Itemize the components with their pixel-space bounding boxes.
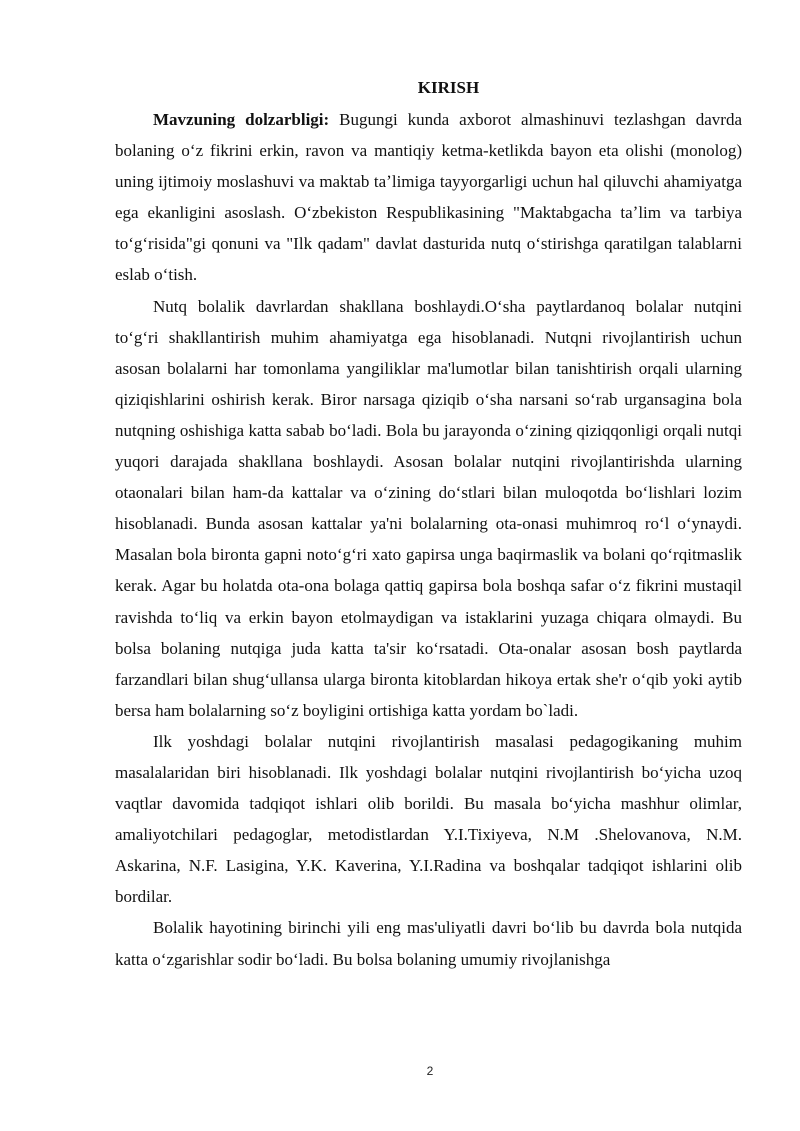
- page-number: 2: [426, 1064, 434, 1078]
- paragraph-relevance: [115, 104, 742, 291]
- paragraph-early-age: [115, 726, 742, 913]
- paragraph-text: Bugungi kunda axborot almashinuvi tezlashgan davrda bolaning oʻz fikrini erkin, ravon va mantiqiy ketma-ketlikda bayon eta olishi (monolog) uning ijtimoiy moslashuvi va maktab taʼlimiga tayyorgarligi uchun hal qiluvchi ahamiyatga ega ekanligini asoslash. Oʻzbekiston Respublikasining "Maktabgacha taʼlim va tarbiya toʻgʻrisida"gi qonuni va "Ilk qadam" davlat dasturida nutq oʻstirishga qaratilgan talablarni eslab oʻtish.: [115, 110, 742, 285]
- paragraph-lead: Mavzuning dolzarbligi:: [153, 110, 330, 129]
- paragraph-speech-formation: [115, 291, 742, 726]
- paragraph-text: Bolalik hayotining birinchi yili eng mas'uliyatli davri boʻlib bu davrda bola nutqida katta oʻzgarishlar sodir boʻladi. Bu bolsa bolaning umumiy rivojlanishga: [115, 918, 742, 969]
- paragraph-text: Nutq bolalik davrlardan shakllana boshlaydi.Oʻsha paytlardanoq bolalar nutqini toʻgʻri shakllantirish muhim ahamiyatga ega hisoblanadi. Nutqni rivojlantirish uchun asosan bolalarni har tomonlama yangiliklar ma'lumotlar bilan tanishtirish orqali ularning qiziqishlarini oshirish kerak. Biror narsaga qiziqib oʻsha narsani soʻrab urgansagina bola nutqning oshishiga katta sabab boʻladi. Bola bu jarayonda oʻzining qiziqqonligi orqali nutqi yuqori darajada shakllana boshlaydi. Asosan bolalar nutqini rivojlantirishda ularning otaonalari bilan ham-da kattalar va oʻzining doʻstlari bilan muloqotda boʻlishlari lozim hisoblanadi. Bunda asosan kattalar ya'ni bolalarning ota-onasi muhimroq roʻl oʻynaydi. Masalan bola bironta gapni notoʻgʻri xato gapirsa unga baqirmaslik va bolani qoʻrqitmaslik kerak. Agar bu holatda ota-ona bolaga qattiq gapirsa bola boshqa safar oʻz fikrini mustaqil ravishda toʻliq va erkin bayon etolmaydigan va istaklarini yuzaga chiqara olmaydi. Bu bolsa bolaning nutqiga juda katta ta'sir koʻrsatadi. Ota-onalar asosan bosh paytlarda farzandlari bilan shugʻullansa ularga bironta kitoblardan hikoya ertak she'r oʻqib yoki aytib bersa ham bolalarning soʻz boyligini ortishiga katta yordam bo`ladi.: [115, 296, 742, 720]
- paragraph-text: Ilk yoshdagi bolalar nutqini rivojlantirish masalasi pedagogikaning muhim masalalaridan biri hisoblanadi. Ilk yoshdagi bolalar nutqini rivojlantirish boʻyicha uzoq vaqtlar davomida tadqiqot ishlari olib borildi. Bu masala boʻyicha mashhur olimlar, amaliyotchilari pedagoglar, metodistlardan Y.I.Tixiyeva, N.M .Shelovanova, N.M. Askarina, N.F. Lasigina, Y.K. Kaverina, Y.I.Radina va boshqalar tadqiqot ishlarini olib bordilar.: [115, 731, 742, 907]
- document-page: [115, 72, 742, 975]
- page-title: KIRISH: [417, 78, 480, 97]
- paragraph-first-year: [115, 912, 742, 974]
